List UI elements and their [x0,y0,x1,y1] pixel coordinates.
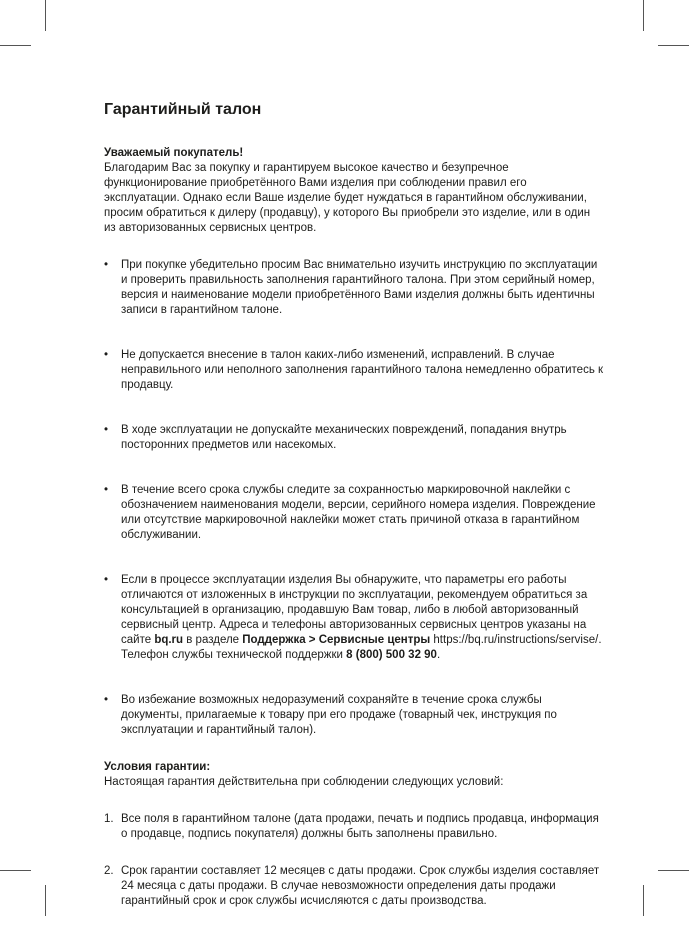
list-item-text: Во избежание возможных недоразумений сохраняйте в течение срока службы документы, прилагаемые к товару при его продаже (товарный чек, инструкция по эксплуатации и гарантийный талон). [121,694,557,736]
list-item-text: При покупке убедительно просим Вас внимательно изучить инструкцию по эксплуатации и проверить правильность заполнения гарантийного талона. При этом серийный номер, версия и наименование модели приобретённого Вами изделия должны быть идентичны записи в гарантийном талоне. [121,259,598,316]
warranty-conditions-section [104,760,604,909]
list-item-text: Если в процессе эксплуатации изделия Вы обнаружите, что параметры его работы отличаются от изложенных в инструкции по эксплуатации, рекомендуем обратиться за консультацией в организацию, продавшую Вам товар, либо в любой авторизованный сервисный центр. Адреса и телефоны авторизованных сервисных центров указаны на сайте [121,574,588,646]
bullet-marker: • [104,424,109,436]
condition-text: Все поля в гарантийном талоне (дата продажи, печать и подпись продавца, информация о продавце, подпись покупателя) должны быть заполнены правильно. [121,813,599,840]
list-item [104,483,604,543]
conditions-title: Условия гарантии: [104,761,211,773]
condition-item [104,864,604,909]
recommendations-list [104,258,604,738]
condition-number: 2. [104,865,114,877]
crop-mark-top-left-vertical [45,0,46,31]
list-item [104,693,604,738]
bullet-marker: • [104,484,109,496]
list-item [104,423,604,453]
crop-mark-bottom-left-vertical [45,885,46,916]
greeting: Уважаемый покупатель! [104,147,244,159]
list-item-text: Не допускается внесение в талон каких-либо изменений, исправлений. В случае неправильного или неполного заполнения гарантийного талона немедленно обратитесь к продавцу. [121,349,604,391]
condition-number: 1. [104,813,114,825]
crop-mark-top-left-horizontal [0,45,31,46]
bullet-marker: • [104,694,109,706]
crop-mark-bottom-left-horizontal [0,870,31,871]
intro-paragraph: Благодарим Вас за покупку и гарантируем высокое качество и безупречное функционирование приобретённого Вами изделия при соблюдении правил его эксплуатации. Однако если Ваше изделие будет нуждаться в гарантийном обслуживании, просим обратиться к дилеру (продавцу), у которого Вы приобрели это изделие, или в один из авторизованных сервисных центров. [104,162,591,234]
list-item-text: В ходе эксплуатации не допускайте механических повреждений, попадания внутрь посторонних предметов или насекомых. [121,424,567,451]
list-item [104,348,604,393]
page-title: Гарантийный талон [104,101,262,118]
conditions-list [104,812,604,909]
list-item-text: В течение всего срока службы следите за сохранностью маркировочной наклейки с обозначением наименования модели, версии, серийного номера изделия. Повреждение или отсутствие маркировочной наклейки может стать причиной отказа в гарантийном обслуживании. [121,484,596,541]
list-item-text: https://bq.ru/instructions/servise/. Телефон службы технической поддержки [121,634,602,661]
condition-item [104,812,604,842]
list-item-service-centers [104,573,604,663]
list-item-text: в разделе [183,634,243,646]
conditions-intro: Настоящая гарантия действительна при соблюдении следующих условий: [104,776,504,788]
bullet-marker: • [104,574,109,586]
bullet-marker: • [104,349,109,361]
page-content [104,101,604,931]
crop-mark-bottom-right-horizontal [658,870,689,871]
list-item [104,258,604,318]
website-link[interactable]: bq.ru [154,634,184,646]
support-phone: 8 (800) 500 32 90 [346,649,437,661]
crop-mark-top-right-vertical [643,0,644,31]
support-section-name: Поддержка > Сервисные центры [242,634,431,646]
crop-mark-bottom-right-vertical [643,885,644,916]
bullet-marker: • [104,259,109,271]
list-item-text: . [436,649,441,661]
condition-text: Срок гарантии составляет 12 месяцев с даты продажи. Срок службы изделия составляет 24 месяца с даты продажи. В случае невозможности определения даты продажи гарантийный срок и срок службы исчисляются с даты производства. [121,865,600,907]
crop-mark-top-right-horizontal [658,45,689,46]
